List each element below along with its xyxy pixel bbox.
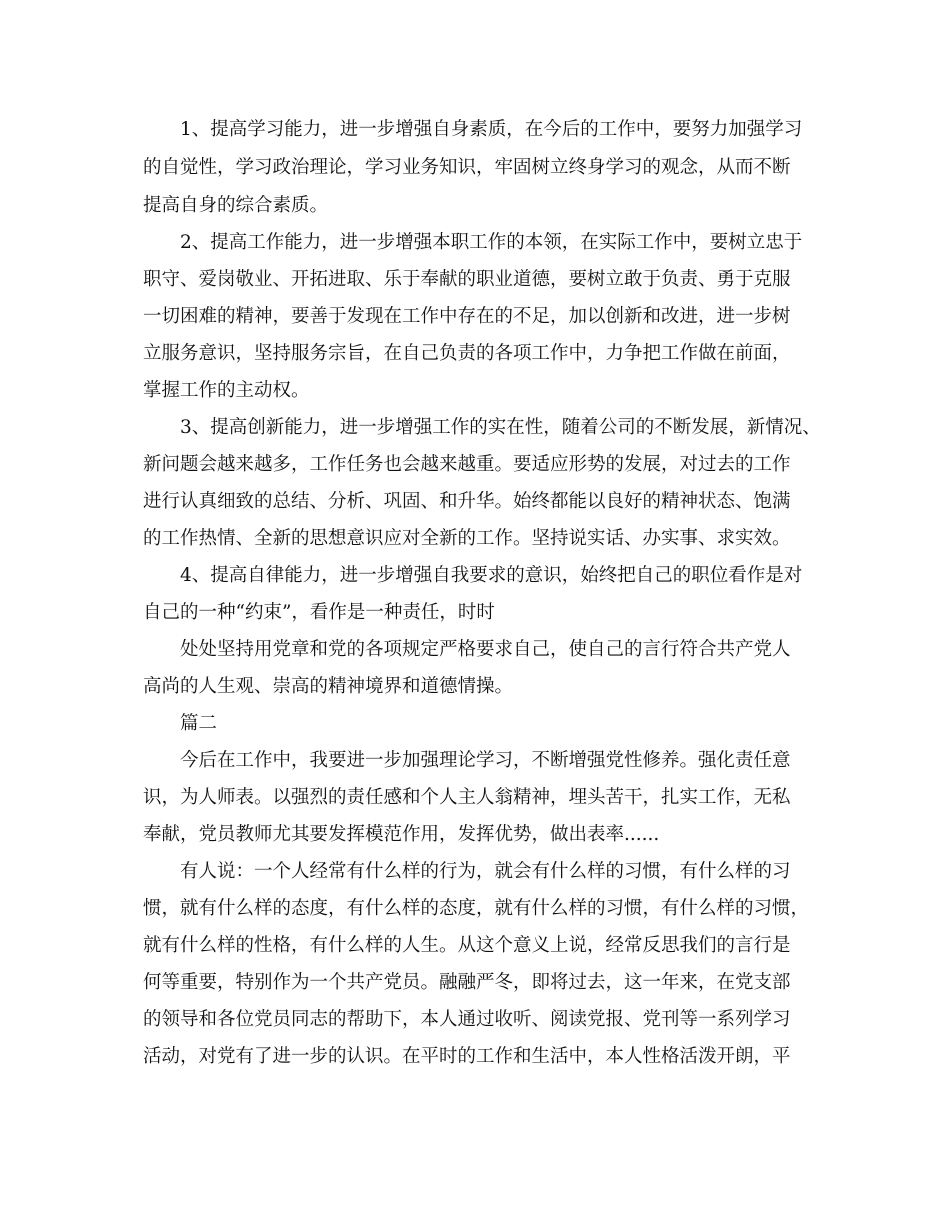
- paragraph-7-line-1: 有人说：一个人经常有什么样的行为，就会有什么样的习惯，有什么样的习: [180, 861, 791, 882]
- paragraph-3-line-4: 的工作热情、全新的思想意识应对全新的工作。坚持说实话、办实事、求实效。: [143, 528, 791, 549]
- paragraph-5-line-1: 处处坚持用党章和党的各项规定严格要求自己，使自己的言行符合共产党人: [180, 639, 791, 660]
- paragraph-2-line-4: 立服务意识，坚持服务宗旨，在自己负责的各项工作中，力争把工作做在前面，: [143, 343, 791, 364]
- paragraph-1-line-2: 的自觉性，学习政治理论，学习业务知识，牢固树立终身学习的观念，从而不断: [143, 157, 791, 178]
- paragraph-6-line-1: 今后在工作中，我要进一步加强理论学习，不断增强党性修养。强化责任意: [180, 750, 791, 771]
- paragraph-4-line-1: 4、提高自律能力，进一步增强自我要求的意识，始终把自己的职位看作是对: [180, 565, 803, 586]
- paragraph-2-line-5: 掌握工作的主动权。: [143, 380, 310, 401]
- paragraph-6-line-2: 识，为人师表。以强烈的责任感和个人主人翁精神，埋头苦干，扎实工作，无私: [143, 787, 791, 808]
- paragraph-7-line-2: 惯，就有什么样的态度，有什么样的态度，就有什么样的习惯，有什么样的习惯，: [143, 898, 810, 919]
- paragraph-7-line-5: 的领导和各位党员同志的帮助下，本人通过收听、阅读党报、党刊等一系列学习: [143, 1009, 791, 1030]
- paragraph-3-line-2: 新问题会越来越多，工作任务也会越来越重。要适应形势的发展，对过去的工作: [143, 454, 791, 475]
- paragraph-3-line-3: 进行认真细致的总结、分析、巩固、和升华。始终都能以良好的精神状态、饱满: [143, 491, 791, 512]
- paragraph-2-line-3: 一切困难的精神，要善于发现在工作中存在的不足，加以创新和改进，进一步树: [143, 306, 791, 327]
- paragraph-7-line-4: 何等重要，特别作为一个共产党员。融融严冬，即将过去，这一年来，在党支部: [143, 972, 791, 993]
- paragraph-1-line-3: 提高自身的综合素质。: [143, 195, 329, 216]
- paragraph-7-line-3: 就有什么样的性格，有什么样的人生。从这个意义上说，经常反思我们的言行是: [143, 935, 791, 956]
- paragraph-4-line-2: 自己的一种“约束”，看作是一种责任，时时: [143, 602, 495, 623]
- paragraph-7-line-6: 活动，对党有了进一步的认识。在平时的工作和生活中，本人性格活泼开朗，平: [143, 1046, 791, 1067]
- paragraph-6-line-3: 奉献，党员教师尤其要发挥模范作用，发挥优势，做出表率......: [143, 824, 660, 845]
- section-heading: 篇二: [180, 713, 218, 734]
- paragraph-2-line-1: 2、提高工作能力，进一步增强本职工作的本领，在实际工作中，要树立忠于: [180, 232, 803, 253]
- paragraph-1-line-1: 1、提高学习能力，进一步增强自身素质，在今后的工作中，要努力加强学习: [180, 119, 803, 140]
- paragraph-3-line-1: 3、提高创新能力，进一步增强工作的实在性，随着公司的不断发展，新情况、: [180, 417, 821, 438]
- paragraph-5-line-2: 高尚的人生观、崇高的精神境界和道德情操。: [143, 676, 514, 697]
- paragraph-2-line-2: 职守、爱岗敬业、开拓进取、乐于奉献的职业道德，要树立敢于负责、勇于克服: [143, 269, 791, 290]
